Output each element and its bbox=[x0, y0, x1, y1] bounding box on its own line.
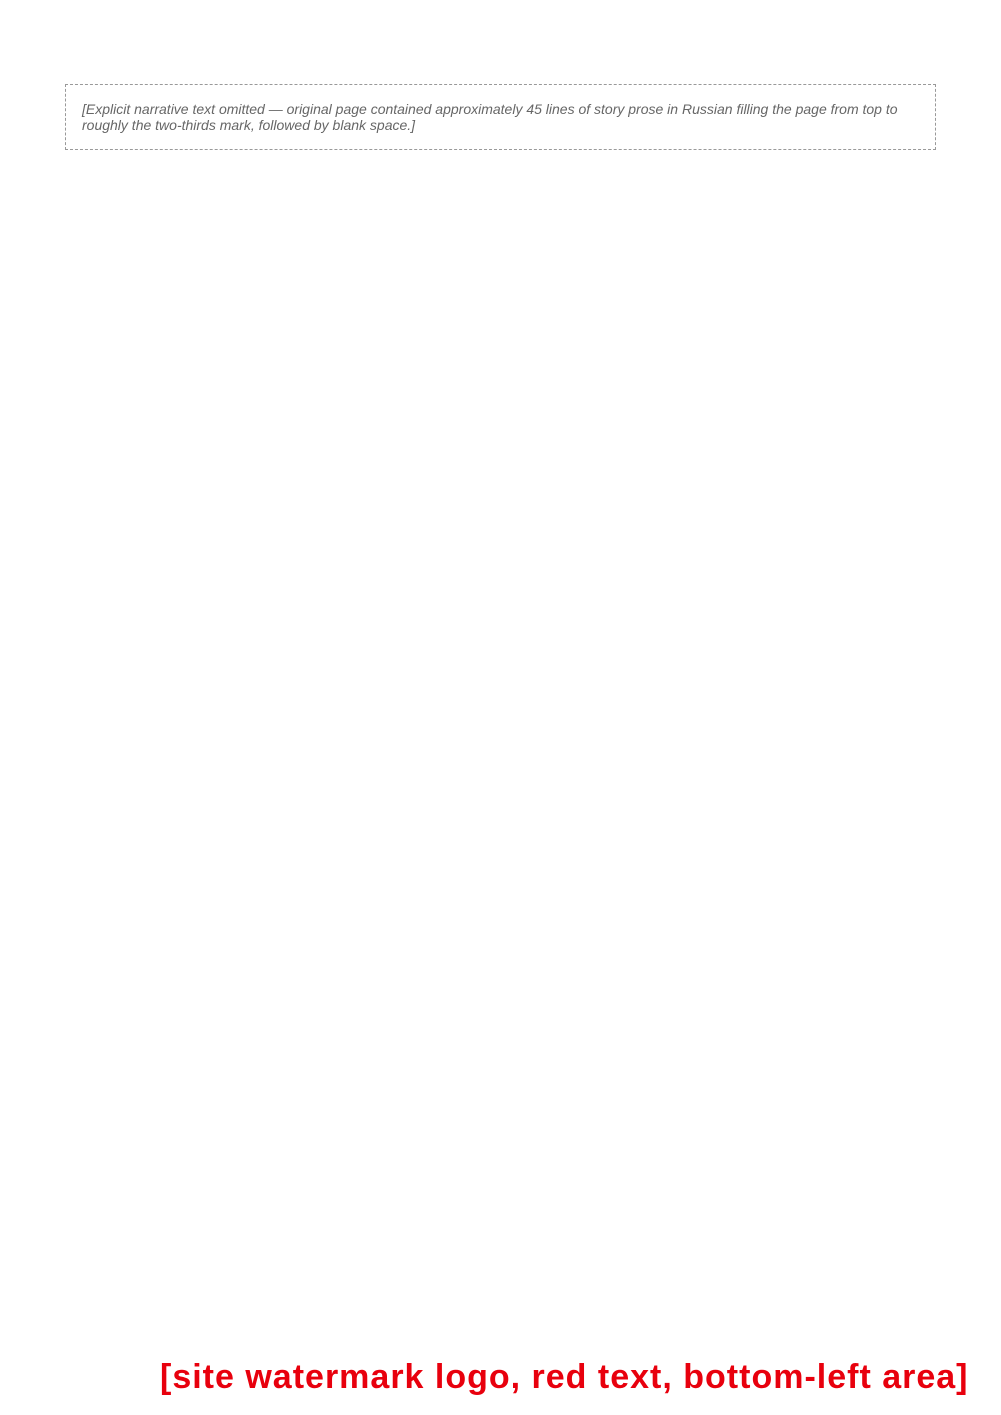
site-logo: [site watermark logo, red text, bottom-left area] bbox=[160, 1358, 969, 1396]
document-page bbox=[0, 0, 1001, 150]
redacted-content-notice: [Explicit narrative text omitted — original page contained approximately 45 lines of story prose in Russian filling the page from top to roughly the two-thirds mark, followed by blank space.] bbox=[65, 84, 936, 150]
